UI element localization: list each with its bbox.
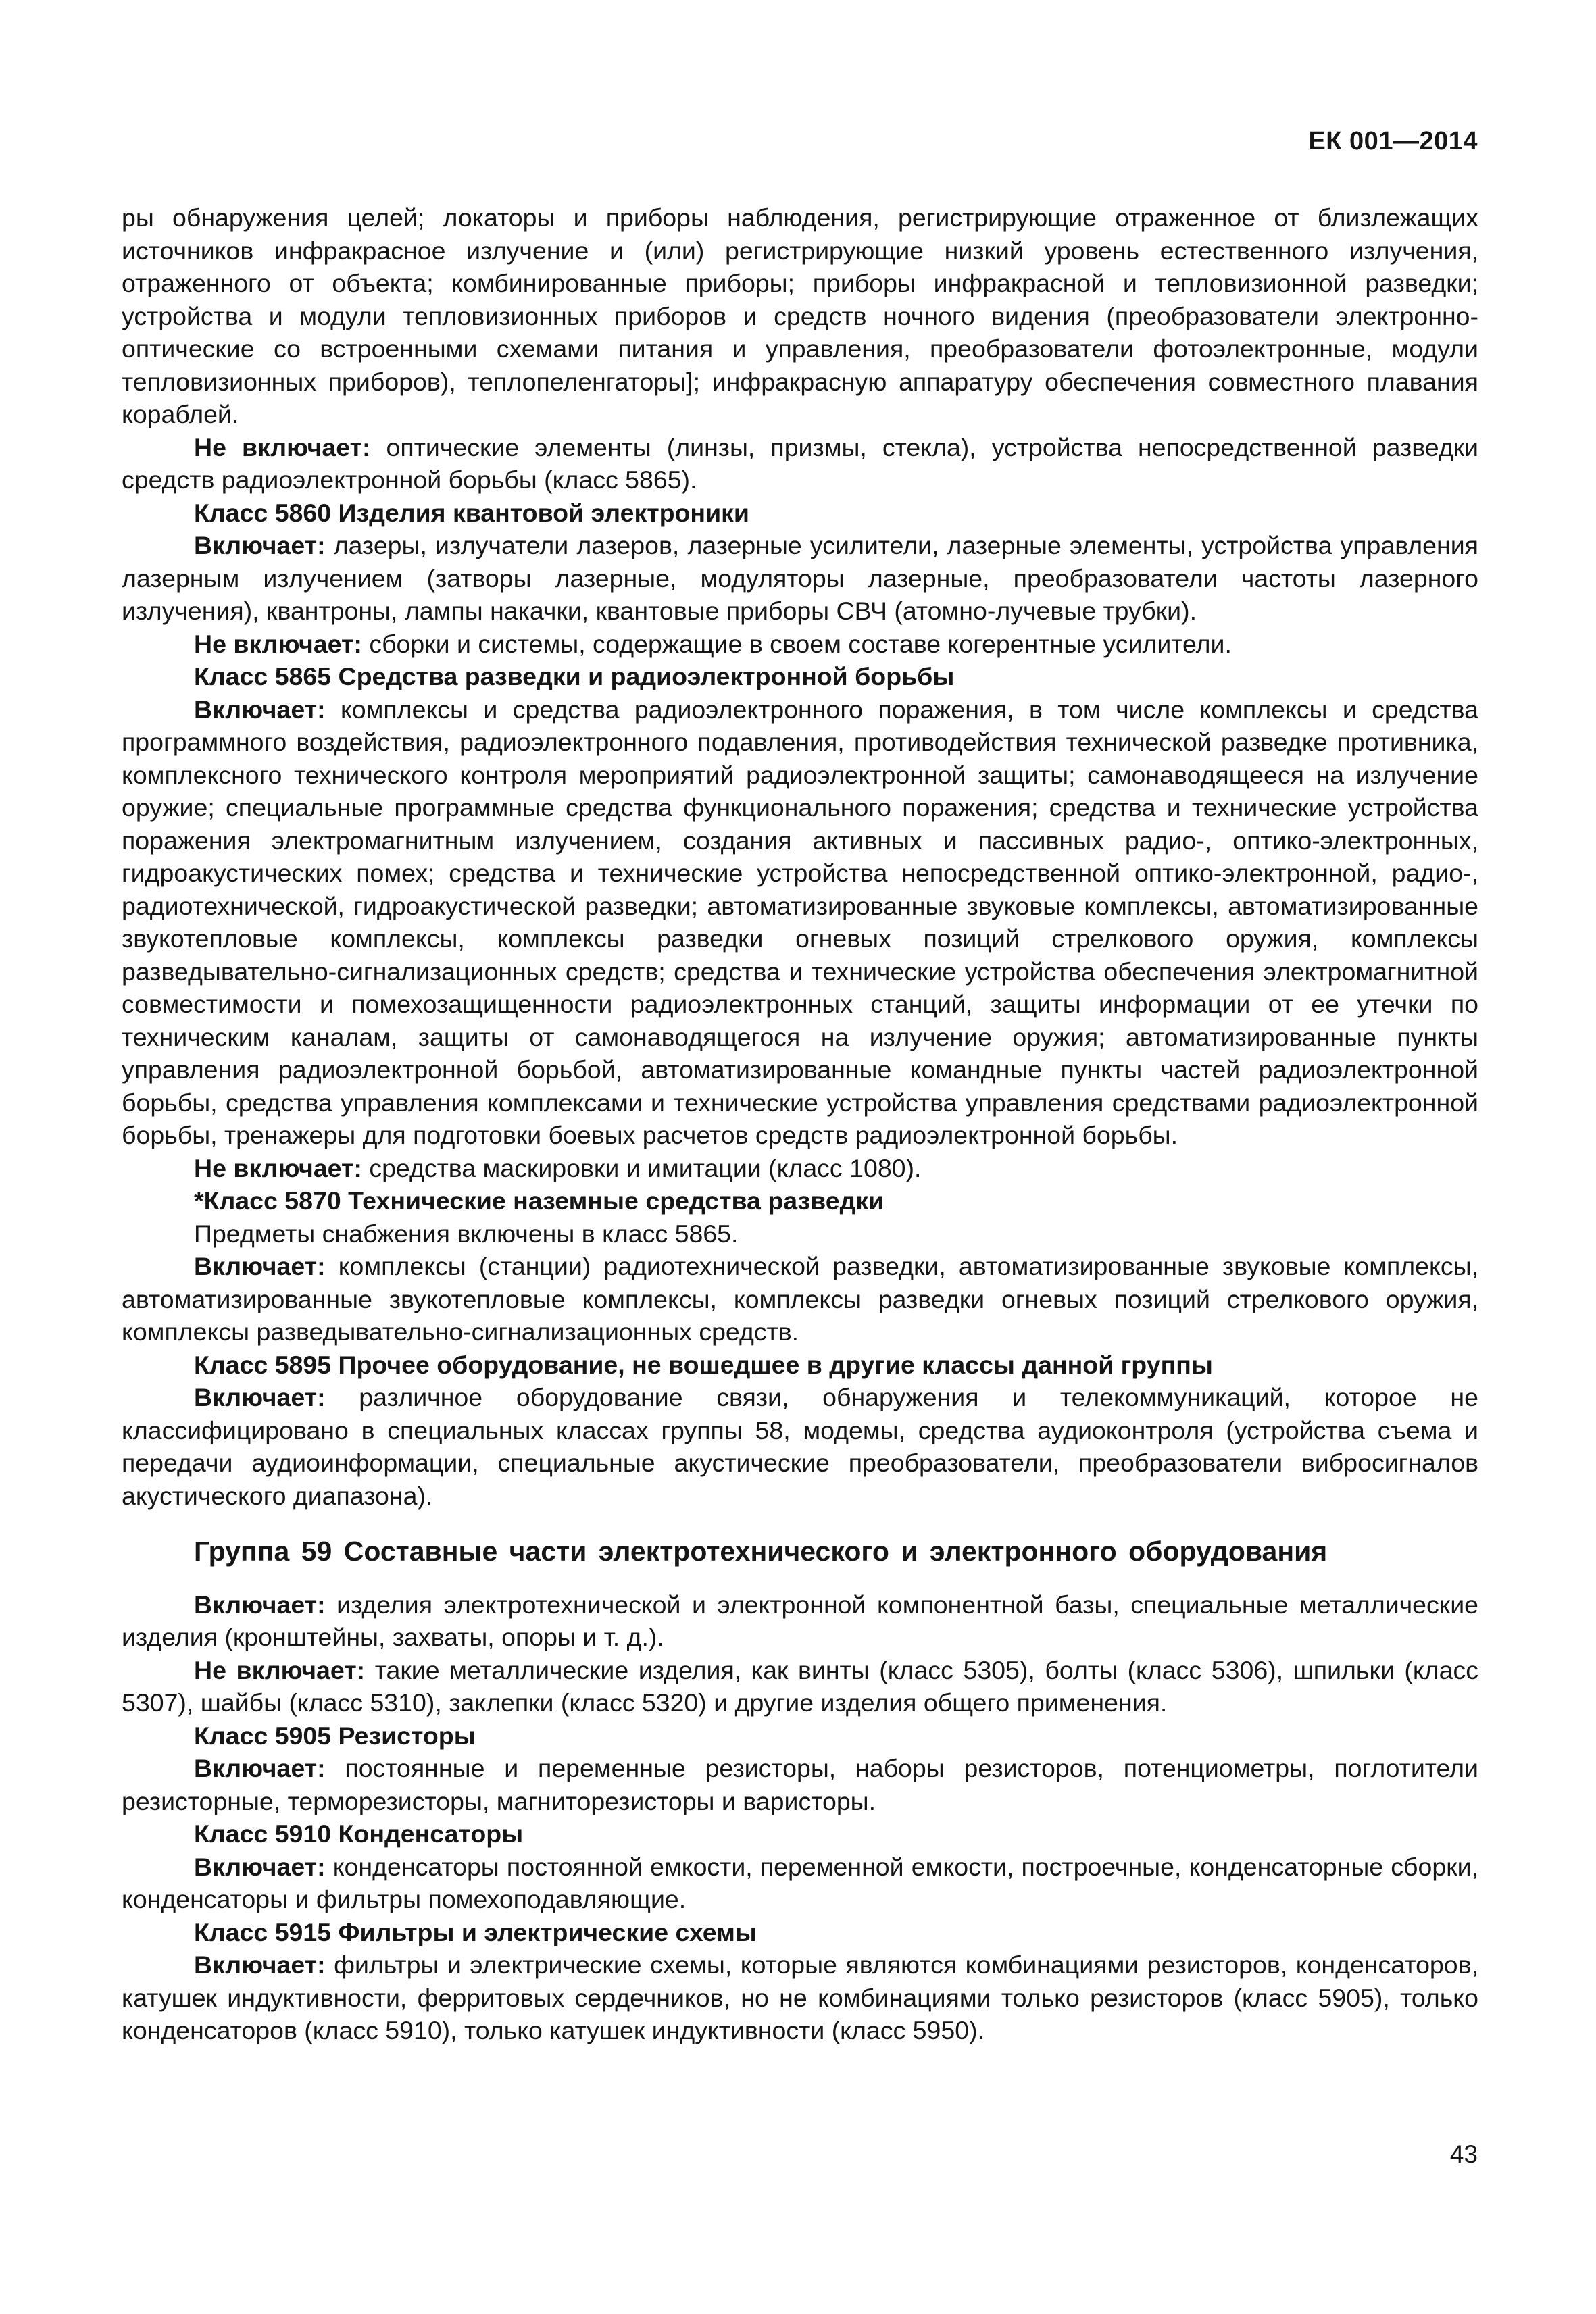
- paragraph-text: Класс 5895 Прочее оборудование, не вошедшее в другие классы данной группы: [194, 1350, 1213, 1379]
- document-code: ЕК 001—2014: [1308, 127, 1478, 155]
- paragraph-text: Группа 59 Составные части электротехнического и электронного оборудования: [194, 1536, 1328, 1567]
- paragraph-keyword: Не включает:: [194, 1153, 362, 1182]
- paragraph-keyword: Не включает:: [194, 432, 371, 461]
- paragraph-keyword: Не включает:: [194, 629, 362, 658]
- body-paragraph: [122, 1654, 1478, 1719]
- paragraph-keyword: Включает:: [194, 1383, 326, 1411]
- class-heading: [122, 1349, 1478, 1382]
- body-paragraph: [122, 1948, 1478, 2047]
- body-paragraph: [122, 201, 1478, 431]
- body-paragraph: [122, 1152, 1478, 1185]
- body-paragraph: [122, 1588, 1478, 1654]
- paragraph-keyword: Не включает:: [194, 1655, 366, 1684]
- class-heading: [122, 497, 1478, 530]
- paragraph-text: лазеры, излучатели лазеров, лазерные усилители, лазерные элементы, устройства управления лазерным излучением (затворы лазерные, модуляторы лазерные, преобразователи частоты лазерного излучения), квантроны, лампы накачки, квантовые приборы СВЧ (атомно-лучевые трубки).: [122, 531, 1478, 625]
- paragraph-text: Предметы снабжения включены в класс 5865.: [194, 1219, 739, 1248]
- body-paragraph: [122, 1381, 1478, 1512]
- class-heading: [122, 1916, 1478, 1949]
- paragraph-text: Класс 5905 Резисторы: [194, 1721, 476, 1750]
- paragraph-text: Класс 5860 Изделия квантовой электроники: [194, 498, 749, 527]
- paragraph-text: конденсаторы постоянной емкости, переменной емкости, построечные, конденсаторные сборки, конденсаторы и фильтры помехоподавляющие.: [122, 1852, 1478, 1913]
- body-paragraph: [122, 1250, 1478, 1349]
- paragraph-text: фильтры и электрические схемы, которые являются комбинациями резисторов, конденсаторов, катушек индуктивности, ферритовых сердечников, но не комбинациями только резисторов (класс 5905), только конденсаторов (класс 5910), только катушек индуктивности (класс 5950).: [122, 1951, 1478, 2044]
- body-paragraph: [122, 1851, 1478, 1916]
- paragraph-keyword: Включает:: [194, 1590, 326, 1619]
- paragraph-text: комплексы и средства радиоэлектронного поражения, в том числе комплексы и средства программного воздействия, радиоэлектронного подавления, противодействия технической разведке противника, комплексного технического контроля мероприятий радиоэлектронной защиты; самонаводящееся на излучение оружие; специальные программные средства функционального поражения; средства и технические устройства поражения электромагнитным излучением, создания активных и пассивных радио-, оптико-электронных, гидроакустических помех; средства и технические устройства непосредственной оптико-электронной, радио-, радиотехнической, гидроакустической разведки; автоматизированные звуковые комплексы, автоматизированные звукотепловые комплексы, комплексы разведки огневых позиций стрелкового оружия, комплексы разведывательно-сигнализационных средств; средства и технические устройства обеспечения электромагнитной совместимости и помехозащищенности радиоэлектронных станций, защиты информации от ее утечки по техническим каналам, защиты от самонаводящегося на излучение оружия; автоматизированные пункты управления радиоэлектронной борьбой, автоматизированные командные пункты частей радиоэлектронной борьбы, средства управления комплексами и технические устройства управления средствами радиоэлектронной борьбы, тренажеры для подготовки боевых расчетов средств радиоэлектронной борьбы.: [122, 695, 1478, 1149]
- paragraph-text: постоянные и переменные резисторы, наборы резисторов, потенциометры, поглотители резисторные, терморезисторы, магниторезисторы и варисторы.: [122, 1754, 1478, 1815]
- paragraph-text: Класс 5915 Фильтры и электрические схемы: [194, 1917, 757, 1946]
- paragraph-text: оптические элементы (линзы, призмы, стекла), устройства непосредственной разведки средств радиоэлектронной борьбы (класс 5865).: [122, 432, 1478, 494]
- class-heading: [122, 1184, 1478, 1217]
- group-heading: [122, 1535, 1478, 1568]
- body-paragraph: [122, 431, 1478, 497]
- paragraph-text: комплексы (станции) радиотехнической разведки, автоматизированные звуковые комплексы, автоматизированные звукотепловые комплексы, комплексы разведки огневых позиций стрелкового оружия, комплексы разведывательно-сигнализационных средств.: [122, 1252, 1478, 1346]
- paragraph-text: *Класс 5870 Технические наземные средства разведки: [194, 1186, 884, 1215]
- body-paragraph: [122, 628, 1478, 661]
- paragraph-keyword: Включает:: [194, 531, 326, 559]
- paragraph-text: различное оборудование связи, обнаружения и телекоммуникаций, которое не классифицировано в специальных классах группы 58, модемы, средства аудиоконтроля (устройства съема и передачи аудиоинформации, специальные акустические преобразователи, преобразователи вибросигналов акустического диапазона).: [122, 1383, 1478, 1510]
- paragraph-keyword: Включает:: [194, 695, 326, 724]
- class-heading: [122, 1719, 1478, 1753]
- paragraph-text: сборки и системы, содержащие в своем составе когерентные усилители.: [361, 629, 1232, 658]
- class-heading: [122, 1817, 1478, 1851]
- body-paragraph: [122, 693, 1478, 1152]
- paragraph-keyword: Включает:: [194, 1252, 326, 1280]
- document-body: [122, 201, 1478, 2047]
- paragraph-text: такие металлические изделия, как винты (класс 5305), болты (класс 5306), шпильки (класс 5307), шайбы (класс 5310), заклепки (класс 5320) и другие изделия общего применения.: [122, 1655, 1478, 1717]
- body-paragraph: [122, 1752, 1478, 1817]
- paragraph-text: Класс 5910 Конденсаторы: [194, 1819, 524, 1848]
- paragraph-text: Класс 5865 Средства разведки и радиоэлектронной борьбы: [194, 662, 955, 690]
- body-paragraph: [122, 529, 1478, 628]
- paragraph-keyword: Включает:: [194, 1852, 326, 1881]
- page-number: 43: [1449, 2140, 1478, 2168]
- paragraph-text: ры обнаружения целей; локаторы и приборы наблюдения, регистрирующие отраженное от близлежащих источников инфракрасное излучение и (или) регистрирующие низкий уровень естественного излучения, отраженного от объекта; комбинированные приборы; приборы инфракрасной и тепловизионной разведки; устройства и модули тепловизионных приборов и средств ночного видения (преобразователи электронно-оптические со встроенными схемами питания и управления, преобразователи фотоэлектронные, модули тепловизионных приборов), теплопеленгаторы]; инфракрасную аппаратуру обеспечения совместного плавания кораблей.: [122, 203, 1478, 428]
- class-heading: [122, 660, 1478, 693]
- paragraph-text: изделия электротехнической и электронной компонентной базы, специальные металлические изделия (кронштейны, захваты, опоры и т. д.).: [122, 1590, 1478, 1651]
- paragraph-keyword: Включает:: [194, 1951, 326, 1979]
- paragraph-keyword: Включает:: [194, 1754, 326, 1782]
- body-paragraph: [122, 1217, 1478, 1251]
- paragraph-text: средства маскировки и имитации (класс 1080).: [361, 1153, 922, 1182]
